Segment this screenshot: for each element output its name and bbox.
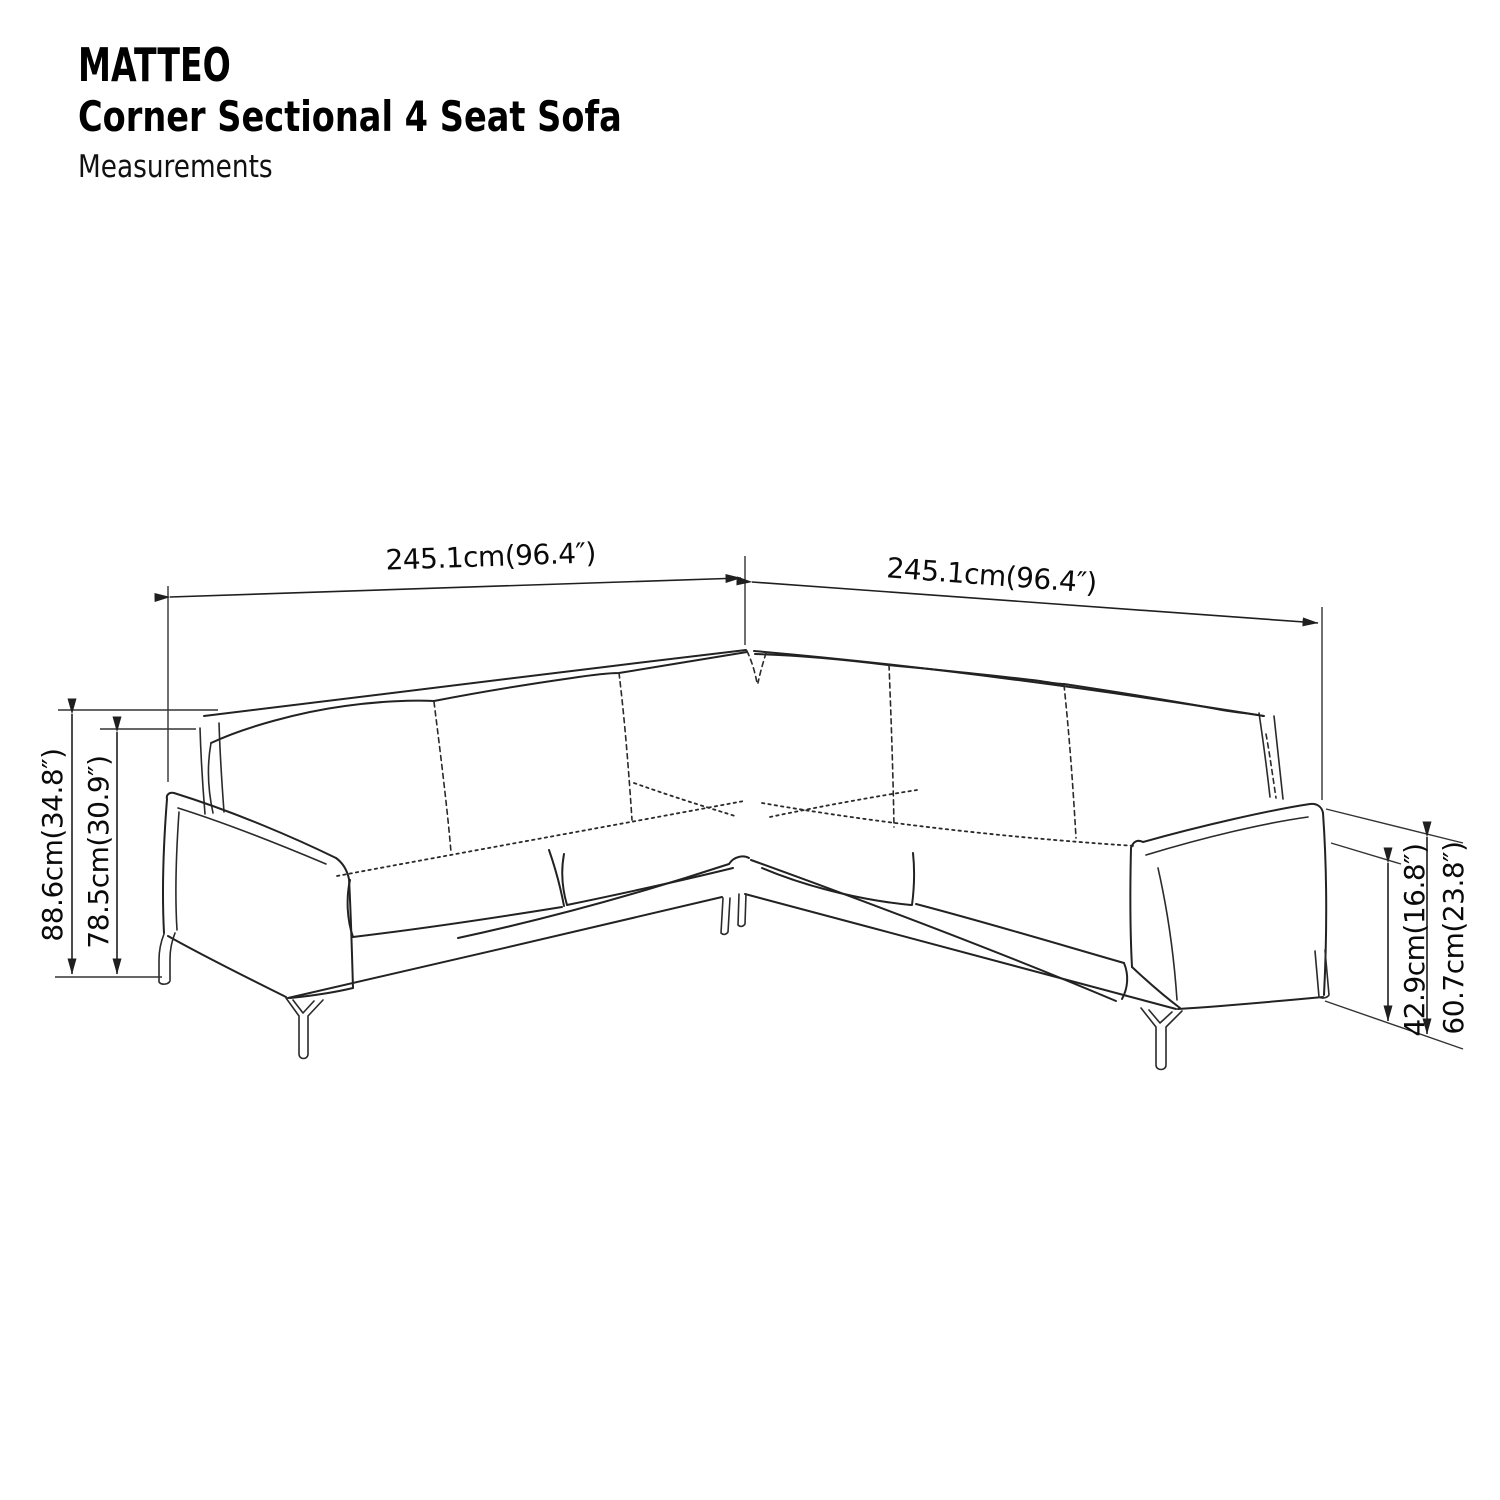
left-arm-inner-edge [336, 858, 353, 988]
dimension-line-width-left [170, 578, 741, 597]
product-brand: MATTEO [78, 38, 231, 92]
extension-line-arm-height-top [1326, 809, 1463, 843]
front-left-y-leg [286, 998, 323, 1059]
back-frame-top-right [754, 651, 1264, 716]
extension-line-seat-height-top [1331, 843, 1401, 864]
right-arm-outer-edge [1323, 813, 1326, 995]
back-post-right-outer [1274, 716, 1283, 799]
front-right-y-leg [1141, 1008, 1182, 1070]
right-arm-top-piping [1146, 817, 1308, 855]
back-cushions-top-right [755, 654, 1263, 716]
back-cushion-edge-right [1266, 734, 1276, 798]
back-cushion-seam-left-1 [434, 702, 451, 852]
seat-cushion-seam-right [912, 853, 914, 905]
sofa-illustration [159, 650, 1329, 1070]
right-arm-top-edge [1131, 804, 1323, 848]
corner-cushion-notch-left [747, 651, 757, 683]
rail-corner-bump [729, 856, 749, 864]
seat-back-boundary-left [337, 801, 744, 876]
right-arm-inner-edge [1130, 848, 1132, 967]
right-arm-inner-piping [1158, 868, 1177, 1000]
corner-leg-2 [738, 894, 746, 926]
left-arm-outer-edge [163, 799, 167, 933]
base-bottom-left-side [168, 936, 286, 997]
back-cushion-left-edge [209, 743, 213, 813]
seat-cushion-front-right-1 [762, 868, 911, 905]
back-frame-top-left [204, 650, 746, 716]
left-arm-top-edge [167, 793, 336, 858]
rail-bottom-right [745, 894, 1176, 1009]
label-back-height: 78.5cm(30.9″) [82, 755, 115, 949]
right-arm-bottom-inner [1132, 967, 1180, 1008]
rail-top-right [751, 860, 1116, 1001]
product-name: Corner Sectional 4 Seat Sofa [78, 91, 622, 141]
back-cushions-top-left [211, 652, 747, 743]
diagram-subtitle: Measurements [78, 148, 273, 185]
sofa-legs [159, 894, 1329, 1070]
dimension-annotations [36, 536, 1470, 1049]
left-arm-top-piping [178, 808, 326, 864]
back-post-right-inner [1259, 713, 1270, 797]
base-bottom-right-side [1178, 997, 1323, 1009]
label-width-left: 245.1cm(96.4″) [384, 536, 597, 577]
corner-leg-1 [721, 898, 730, 934]
back-right-leg [1315, 950, 1329, 998]
back-post-left-inner [219, 723, 224, 812]
back-cushion-seam-left-2 [619, 673, 632, 820]
corner-seat-seam-right [770, 790, 917, 817]
left-arm-outer-piping [176, 812, 179, 930]
label-arm-height: 60.7cm(23.8″) [1437, 841, 1470, 1035]
seat-cushion-end-right [1122, 963, 1127, 999]
corner-seat-seam-left [634, 783, 735, 816]
label-seat-height: 42.9cm(16.8″) [1398, 843, 1431, 1037]
back-cushion-seam-right-1 [889, 665, 894, 827]
label-overall-height: 88.6cm(34.8″) [36, 748, 69, 942]
seat-back-boundary-right [762, 803, 1136, 846]
label-width-right: 245.1cm(96.4″) [885, 551, 1098, 600]
back-cushion-seam-right-2 [1064, 685, 1076, 838]
corner-cushion-notch-right [758, 653, 766, 683]
